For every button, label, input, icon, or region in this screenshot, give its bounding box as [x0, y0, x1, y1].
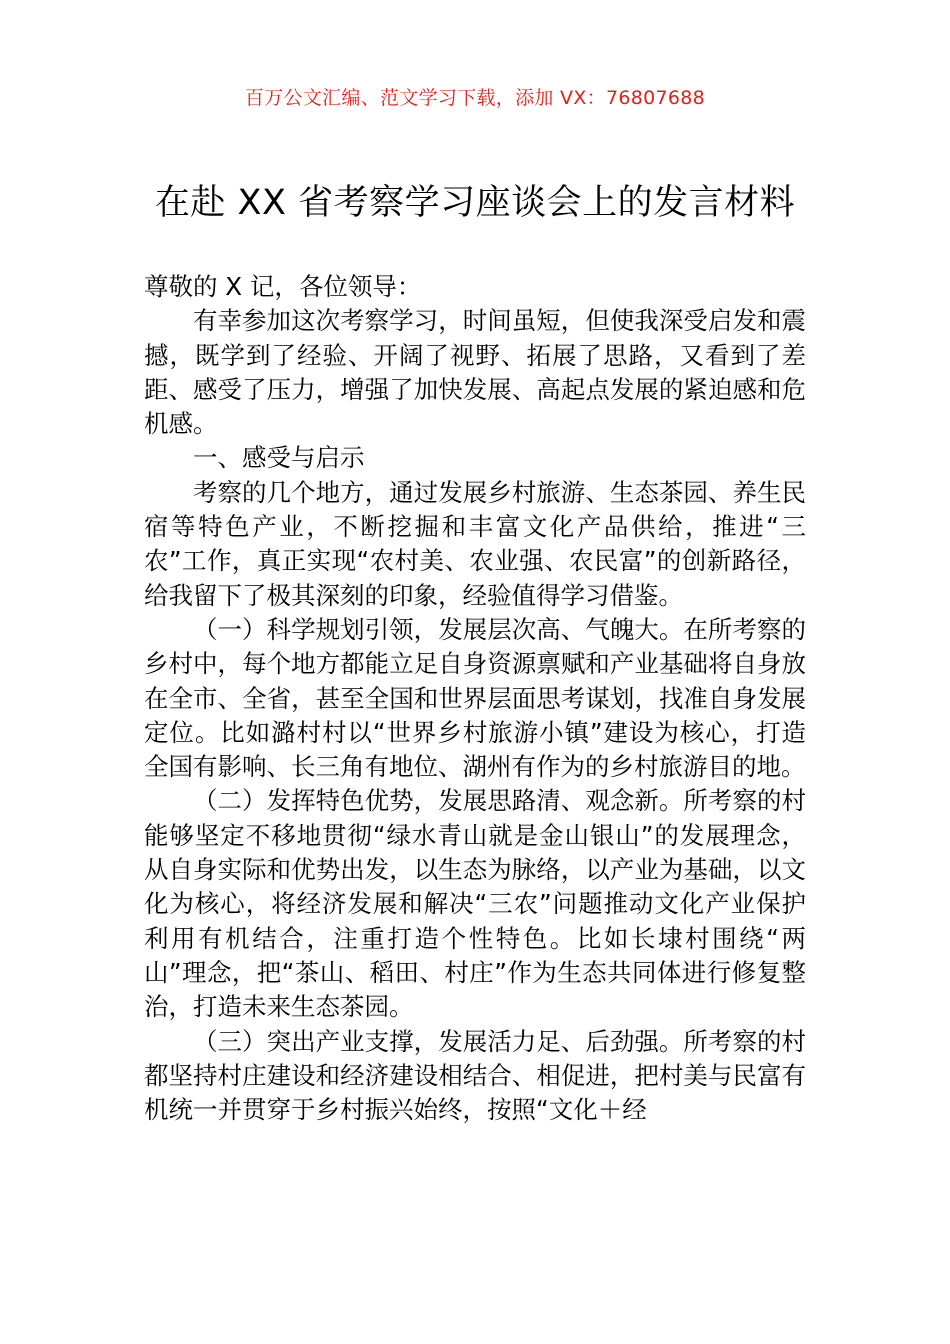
document-title: 在赴 XX 省考察学习座谈会上的发言材料 — [154, 183, 796, 223]
paragraph-point-3: （三）突出产业支撑，发展活力足、后劲强。所考察的村都坚持村庄建设和经济建设相结合、相促进，把村美与民富有机统一并贯穿于乡村振兴始终，按照“文化＋经 — [144, 1026, 806, 1125]
paragraph-point-1: （一）科学规划引领，发展层次高、气魄大。在所考察的乡村中，每个地方都能立足自身资源禀赋和产业基础将自身放在全市、全省，甚至全国和世界层面思考谋划，找准自身发展定位。比如潞村村以“世界乡村旅游小镇”建设为核心，打造全国有影响、长三角有地位、湖州有作为的乡村旅游目的地。 — [144, 614, 806, 782]
paragraph-intro: 有幸参加这次考察学习，时间虽短，但使我深受启发和震撼，既学到了经验、开阔了视野、拓展了思路，又看到了差距、感受了压力，增强了加快发展、高起点发展的紧迫感和危机感。 — [144, 306, 806, 439]
paragraph-point-2: （二）发挥特色优势，发展思路清、观念新。所考察的村能够坚定不移地贯彻“绿水青山就是金山银山”的发展理念，从自身实际和优势出发，以生态为脉络，以产业为基础，以文化为核心，将经济发展和解决“三农”问题推动文化产业保护利用有机结合，注重打造个性特色。比如长埭村围绕“两山”理念，把“茶山、稻田、村庄”作为生态共同体进行修复整治，打造未来生态茶园。 — [144, 786, 806, 1022]
paragraph-overview: 考察的几个地方，通过发展乡村旅游、生态茶园、养生民宿等特色产业，不断挖掘和丰富文化产品供给，推进“三农”工作，真正实现“农村美、农业强、农民富”的创新路径，给我留下了极其深刻的印象，经验值得学习借鉴。 — [144, 477, 806, 610]
watermark-header: 百万公文汇编、范文学习下载，添加 VX：76807688 — [244, 87, 706, 109]
salutation: 尊敬的 X 记，各位领导： — [144, 272, 422, 301]
document-body — [144, 270, 806, 1127]
section-heading: 一、感受与启示 — [193, 443, 365, 473]
